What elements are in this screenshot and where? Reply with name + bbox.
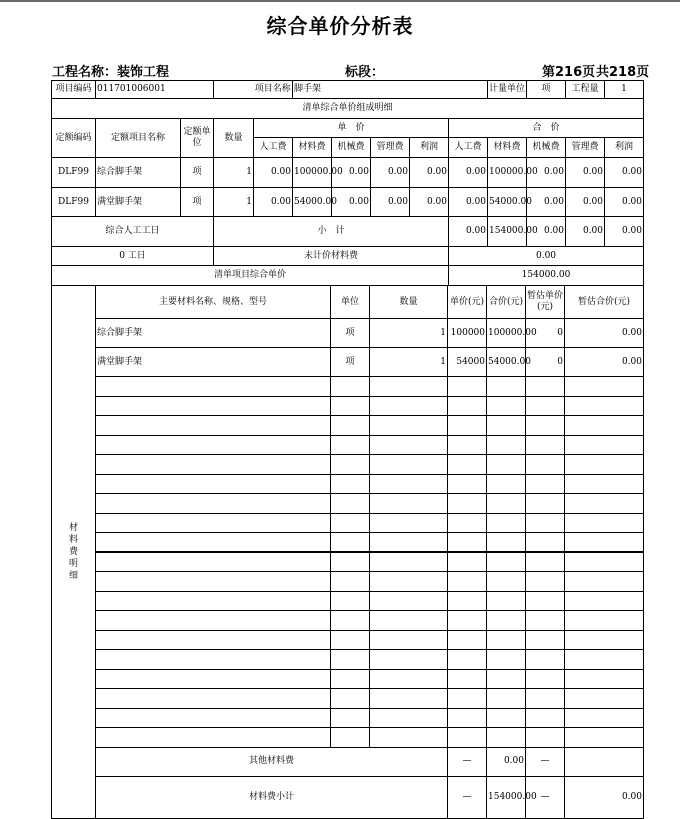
- unit-label: 计量单位: [488, 81, 527, 99]
- subtotal-label: 小 计: [214, 217, 449, 247]
- empty-cell: [448, 708, 487, 728]
- empty-cell: [487, 630, 526, 650]
- empty-cell: [487, 377, 526, 397]
- material-est-total: 0.00: [565, 348, 644, 377]
- empty-cell: [331, 455, 370, 475]
- empty-material-row: [52, 377, 644, 397]
- empty-cell: [96, 435, 331, 455]
- empty-material-row: [52, 435, 644, 455]
- material-est-subtotal: 0.00: [565, 776, 644, 818]
- empty-cell: [526, 669, 565, 689]
- subtotal-management: 0.00: [566, 217, 605, 247]
- empty-cell: [448, 689, 487, 709]
- price-cell: 100000.00: [488, 158, 527, 188]
- sub-header-cell: 利润: [605, 138, 644, 158]
- sub-header-cell: 利润: [410, 138, 449, 158]
- empty-cell: [370, 533, 448, 553]
- item-name-label: 项目名称: [254, 81, 293, 99]
- col-material-price: 单价(元): [448, 286, 487, 319]
- price-cell: 0.00: [566, 158, 605, 188]
- price-cell: 54000.00: [293, 188, 332, 217]
- sub-header-cell: 管理费: [566, 138, 605, 158]
- top-border: [0, 0, 680, 2]
- empty-material-row: [52, 611, 644, 631]
- empty-cell: [487, 513, 526, 533]
- sub-header-cell: 人工费: [254, 138, 293, 158]
- empty-cell: [487, 533, 526, 553]
- quota-name: 综合脚手架: [96, 158, 181, 188]
- empty-cell: [565, 611, 644, 631]
- empty-cell: [487, 669, 526, 689]
- empty-cell: [448, 572, 487, 592]
- empty-cell: [526, 552, 565, 572]
- project-name: 工程名称：装饰工程: [52, 65, 170, 80]
- sub-header-cell: 材料费: [488, 138, 527, 158]
- price-cell: 0.00: [254, 188, 293, 217]
- labor-days: 0 工日: [52, 247, 214, 266]
- empty-cell: [370, 708, 448, 728]
- material-unit: 项: [331, 348, 370, 377]
- empty-cell: [487, 435, 526, 455]
- empty-cell: [448, 552, 487, 572]
- empty-cell: [448, 513, 487, 533]
- empty-cell: [448, 494, 487, 514]
- col-est-price: 暂估单价(元): [526, 286, 565, 319]
- empty-cell: [370, 728, 448, 748]
- material-row: [52, 319, 644, 348]
- empty-cell: [487, 416, 526, 436]
- empty-cell: [370, 591, 448, 611]
- empty-cell: [526, 494, 565, 514]
- empty-cell: [96, 494, 331, 514]
- sub-header-cell: 机械费: [332, 138, 371, 158]
- empty-cell: [565, 669, 644, 689]
- empty-cell: [565, 513, 644, 533]
- empty-material-row: [52, 494, 644, 514]
- empty-cell: [96, 533, 331, 553]
- col-material-unit: 单位: [331, 286, 370, 319]
- price-cell: 0.00: [371, 188, 410, 217]
- empty-cell: [526, 513, 565, 533]
- page-title: 综合单价分析表: [266, 14, 414, 38]
- empty-cell: [448, 650, 487, 670]
- empty-cell: [448, 630, 487, 650]
- empty-cell: [487, 572, 526, 592]
- price-cell: 0.00: [605, 188, 644, 217]
- empty-cell: [526, 455, 565, 475]
- analysis-table: [51, 80, 644, 286]
- labor-day-label: 综合人工工日: [52, 217, 214, 247]
- price-cell: 0.00: [449, 188, 488, 217]
- quota-name: 满堂脚手架: [96, 188, 181, 217]
- empty-cell: [526, 572, 565, 592]
- empty-cell: [565, 396, 644, 416]
- empty-cell: [487, 455, 526, 475]
- empty-material-row: [52, 728, 644, 748]
- empty-cell: [526, 689, 565, 709]
- empty-cell: [526, 377, 565, 397]
- empty-cell: [448, 728, 487, 748]
- empty-cell: [331, 591, 370, 611]
- material-qty: 1: [370, 348, 448, 377]
- unit-value: 项: [527, 81, 566, 99]
- material-est-price: 0: [526, 348, 565, 377]
- empty-cell: [565, 455, 644, 475]
- item-code-label: 项目编码: [52, 81, 96, 99]
- empty-cell: [370, 377, 448, 397]
- unpriced-label: 未计价材料费: [214, 247, 449, 266]
- empty-cell: [487, 611, 526, 631]
- price-cell: 0.00: [605, 158, 644, 188]
- empty-cell: [96, 396, 331, 416]
- quota-unit: 项: [181, 188, 214, 217]
- price-cell: 0.00: [566, 188, 605, 217]
- empty-cell: [565, 728, 644, 748]
- empty-material-row: [52, 669, 644, 689]
- empty-cell: [370, 455, 448, 475]
- materials-side-label: 材 料 费 明 细: [52, 286, 96, 819]
- price-cell: 0.00: [410, 188, 449, 217]
- price-cell: 0.00: [332, 188, 371, 217]
- price-cell: 0.00: [371, 158, 410, 188]
- col-quota-code: 定额编码: [52, 119, 96, 158]
- empty-cell: [331, 435, 370, 455]
- empty-cell: [526, 630, 565, 650]
- empty-cell: [370, 611, 448, 631]
- empty-cell: [370, 396, 448, 416]
- empty-cell: [331, 728, 370, 748]
- empty-cell: [331, 494, 370, 514]
- empty-cell: [331, 689, 370, 709]
- composition-title: 清单综合单价组成明细: [52, 99, 644, 119]
- empty-cell: [565, 435, 644, 455]
- empty-cell: [526, 708, 565, 728]
- price-cell: 100000.00: [293, 158, 332, 188]
- empty-cell: [487, 591, 526, 611]
- empty-cell: [565, 689, 644, 709]
- empty-cell: [526, 435, 565, 455]
- col-material-qty: 数量: [370, 286, 448, 319]
- empty-cell: [565, 377, 644, 397]
- empty-cell: [96, 591, 331, 611]
- empty-material-row: [52, 708, 644, 728]
- empty-cell: [526, 611, 565, 631]
- material-subtotal-label: 材料费小计: [96, 776, 448, 818]
- empty-material-row: [52, 455, 644, 475]
- qty-value: 1: [605, 81, 644, 99]
- empty-cell: [96, 416, 331, 436]
- empty-cell: [565, 572, 644, 592]
- empty-cell: [96, 669, 331, 689]
- other-material-row: [52, 747, 644, 776]
- other-est-total: [565, 747, 644, 776]
- empty-cell: [331, 416, 370, 436]
- col-quota-unit: 定额单位: [181, 119, 214, 158]
- empty-cell: [96, 572, 331, 592]
- empty-cell: [487, 474, 526, 494]
- empty-cell: [565, 533, 644, 553]
- empty-material-row: [52, 552, 644, 572]
- empty-cell: [370, 513, 448, 533]
- empty-cell: [448, 669, 487, 689]
- other-dash: —: [526, 747, 565, 776]
- empty-cell: [331, 396, 370, 416]
- col-material-total: 合价(元): [487, 286, 526, 319]
- material-total: 100000.00: [487, 319, 526, 348]
- empty-cell: [565, 416, 644, 436]
- empty-cell: [331, 533, 370, 553]
- empty-cell: [370, 474, 448, 494]
- empty-cell: [370, 494, 448, 514]
- quota-code: DLF99: [52, 188, 96, 217]
- subtotal-dash: —: [448, 776, 487, 818]
- composition-row: [52, 188, 644, 217]
- empty-material-row: [52, 533, 644, 553]
- unpriced-value: 0.00: [449, 247, 644, 266]
- item-info-row: [52, 81, 644, 99]
- page-number: 第216页: [542, 65, 596, 80]
- empty-cell: [448, 611, 487, 631]
- empty-cell: [96, 728, 331, 748]
- empty-cell: [96, 513, 331, 533]
- col-quantity: 数量: [214, 119, 254, 158]
- section-label: 标段：: [345, 65, 385, 80]
- empty-cell: [331, 650, 370, 670]
- empty-cell: [526, 728, 565, 748]
- col-material-name: 主要材料名称、规格、型号: [96, 286, 331, 319]
- price-cell: 0.00: [410, 158, 449, 188]
- empty-cell: [448, 435, 487, 455]
- empty-cell: [370, 669, 448, 689]
- empty-cell: [370, 630, 448, 650]
- other-total: 0.00: [487, 747, 526, 776]
- empty-cell: [331, 474, 370, 494]
- price-cell: 0.00: [254, 158, 293, 188]
- col-quota-name: 定额项目名称: [96, 119, 181, 158]
- unit-price-header: 单 价: [254, 119, 449, 138]
- page-total: 共218页: [596, 65, 650, 80]
- unit-price-label: 清单项目综合单价: [52, 266, 449, 286]
- material-price: 100000: [448, 319, 487, 348]
- empty-cell: [448, 455, 487, 475]
- empty-cell: [448, 416, 487, 436]
- empty-cell: [331, 552, 370, 572]
- empty-cell: [565, 708, 644, 728]
- empty-cell: [565, 552, 644, 572]
- subtotal-dash: —: [526, 776, 565, 818]
- empty-material-row: [52, 396, 644, 416]
- subtotal-labor: 0.00: [449, 217, 488, 247]
- material-name: 满堂脚手架: [96, 348, 331, 377]
- empty-cell: [370, 552, 448, 572]
- empty-cell: [448, 474, 487, 494]
- price-cell: 0.00: [527, 188, 566, 217]
- material-row: [52, 348, 644, 377]
- material-subtotal: 154000.00: [487, 776, 526, 818]
- empty-cell: [448, 591, 487, 611]
- empty-cell: [526, 396, 565, 416]
- material-price: 54000: [448, 348, 487, 377]
- subtotal-machine: 0.00: [527, 217, 566, 247]
- empty-cell: [526, 416, 565, 436]
- unit-price-value: 154000.00: [449, 266, 644, 286]
- materials-table: [51, 285, 644, 819]
- empty-cell: [370, 416, 448, 436]
- empty-cell: [448, 396, 487, 416]
- sub-header-cell: 人工费: [449, 138, 488, 158]
- item-name: 脚手架: [293, 81, 488, 99]
- composition-row: [52, 158, 644, 188]
- material-subtotal-row: [52, 776, 644, 818]
- empty-cell: [96, 650, 331, 670]
- empty-cell: [96, 474, 331, 494]
- empty-material-row: [52, 689, 644, 709]
- empty-cell: [487, 650, 526, 670]
- price-cell: 54000.00: [488, 188, 527, 217]
- quota-unit: 项: [181, 158, 214, 188]
- empty-cell: [331, 377, 370, 397]
- empty-cell: [370, 689, 448, 709]
- empty-cell: [526, 474, 565, 494]
- empty-cell: [487, 396, 526, 416]
- empty-material-row: [52, 630, 644, 650]
- empty-cell: [96, 611, 331, 631]
- empty-cell: [331, 669, 370, 689]
- empty-material-row: [52, 474, 644, 494]
- material-name: 综合脚手架: [96, 319, 331, 348]
- empty-cell: [331, 513, 370, 533]
- empty-cell: [448, 533, 487, 553]
- empty-material-row: [52, 650, 644, 670]
- empty-cell: [565, 650, 644, 670]
- other-dash: —: [448, 747, 487, 776]
- empty-cell: [96, 689, 331, 709]
- item-code: 011701006001: [96, 81, 214, 99]
- material-unit: 项: [331, 319, 370, 348]
- empty-cell: [96, 377, 331, 397]
- empty-cell: [96, 708, 331, 728]
- empty-cell: [565, 494, 644, 514]
- material-est-total: 0.00: [565, 319, 644, 348]
- empty-cell: [96, 455, 331, 475]
- empty-cell: [565, 474, 644, 494]
- empty-cell: [370, 572, 448, 592]
- quota-qty: 1: [214, 158, 254, 188]
- empty-cell: [370, 435, 448, 455]
- empty-cell: [331, 630, 370, 650]
- empty-cell: [487, 728, 526, 748]
- price-cell: 0.00: [527, 158, 566, 188]
- empty-cell: [526, 650, 565, 670]
- empty-cell: [96, 552, 331, 572]
- empty-material-row: [52, 572, 644, 592]
- empty-cell: [487, 689, 526, 709]
- empty-cell: [526, 533, 565, 553]
- empty-cell: [565, 591, 644, 611]
- empty-material-row: [52, 513, 644, 533]
- subtotal-material: 154000.00: [488, 217, 527, 247]
- quota-qty: 1: [214, 188, 254, 217]
- empty-cell: [331, 611, 370, 631]
- empty-cell: [487, 708, 526, 728]
- material-total: 54000.00: [487, 348, 526, 377]
- total-price-header: 合 价: [449, 119, 644, 138]
- empty-material-row: [52, 416, 644, 436]
- price-cell: 0.00: [449, 158, 488, 188]
- quota-code: DLF99: [52, 158, 96, 188]
- empty-cell: [526, 591, 565, 611]
- qty-label: 工程量: [566, 81, 605, 99]
- empty-cell: [565, 630, 644, 650]
- col-est-total: 暂估合价(元): [565, 286, 644, 319]
- empty-cell: [96, 630, 331, 650]
- empty-cell: [487, 494, 526, 514]
- sub-header-cell: 机械费: [527, 138, 566, 158]
- empty-cell: [448, 377, 487, 397]
- sub-header-cell: 管理费: [371, 138, 410, 158]
- sub-header-cell: 材料费: [293, 138, 332, 158]
- material-est-price: 0: [526, 319, 565, 348]
- empty-cell: [487, 552, 526, 572]
- price-cell: 0.00: [332, 158, 371, 188]
- subtotal-profit: 0.00: [605, 217, 644, 247]
- other-material-label: 其他材料费: [96, 747, 448, 776]
- empty-cell: [331, 572, 370, 592]
- empty-cell: [331, 708, 370, 728]
- empty-material-row: [52, 591, 644, 611]
- material-qty: 1: [370, 319, 448, 348]
- empty-cell: [370, 650, 448, 670]
